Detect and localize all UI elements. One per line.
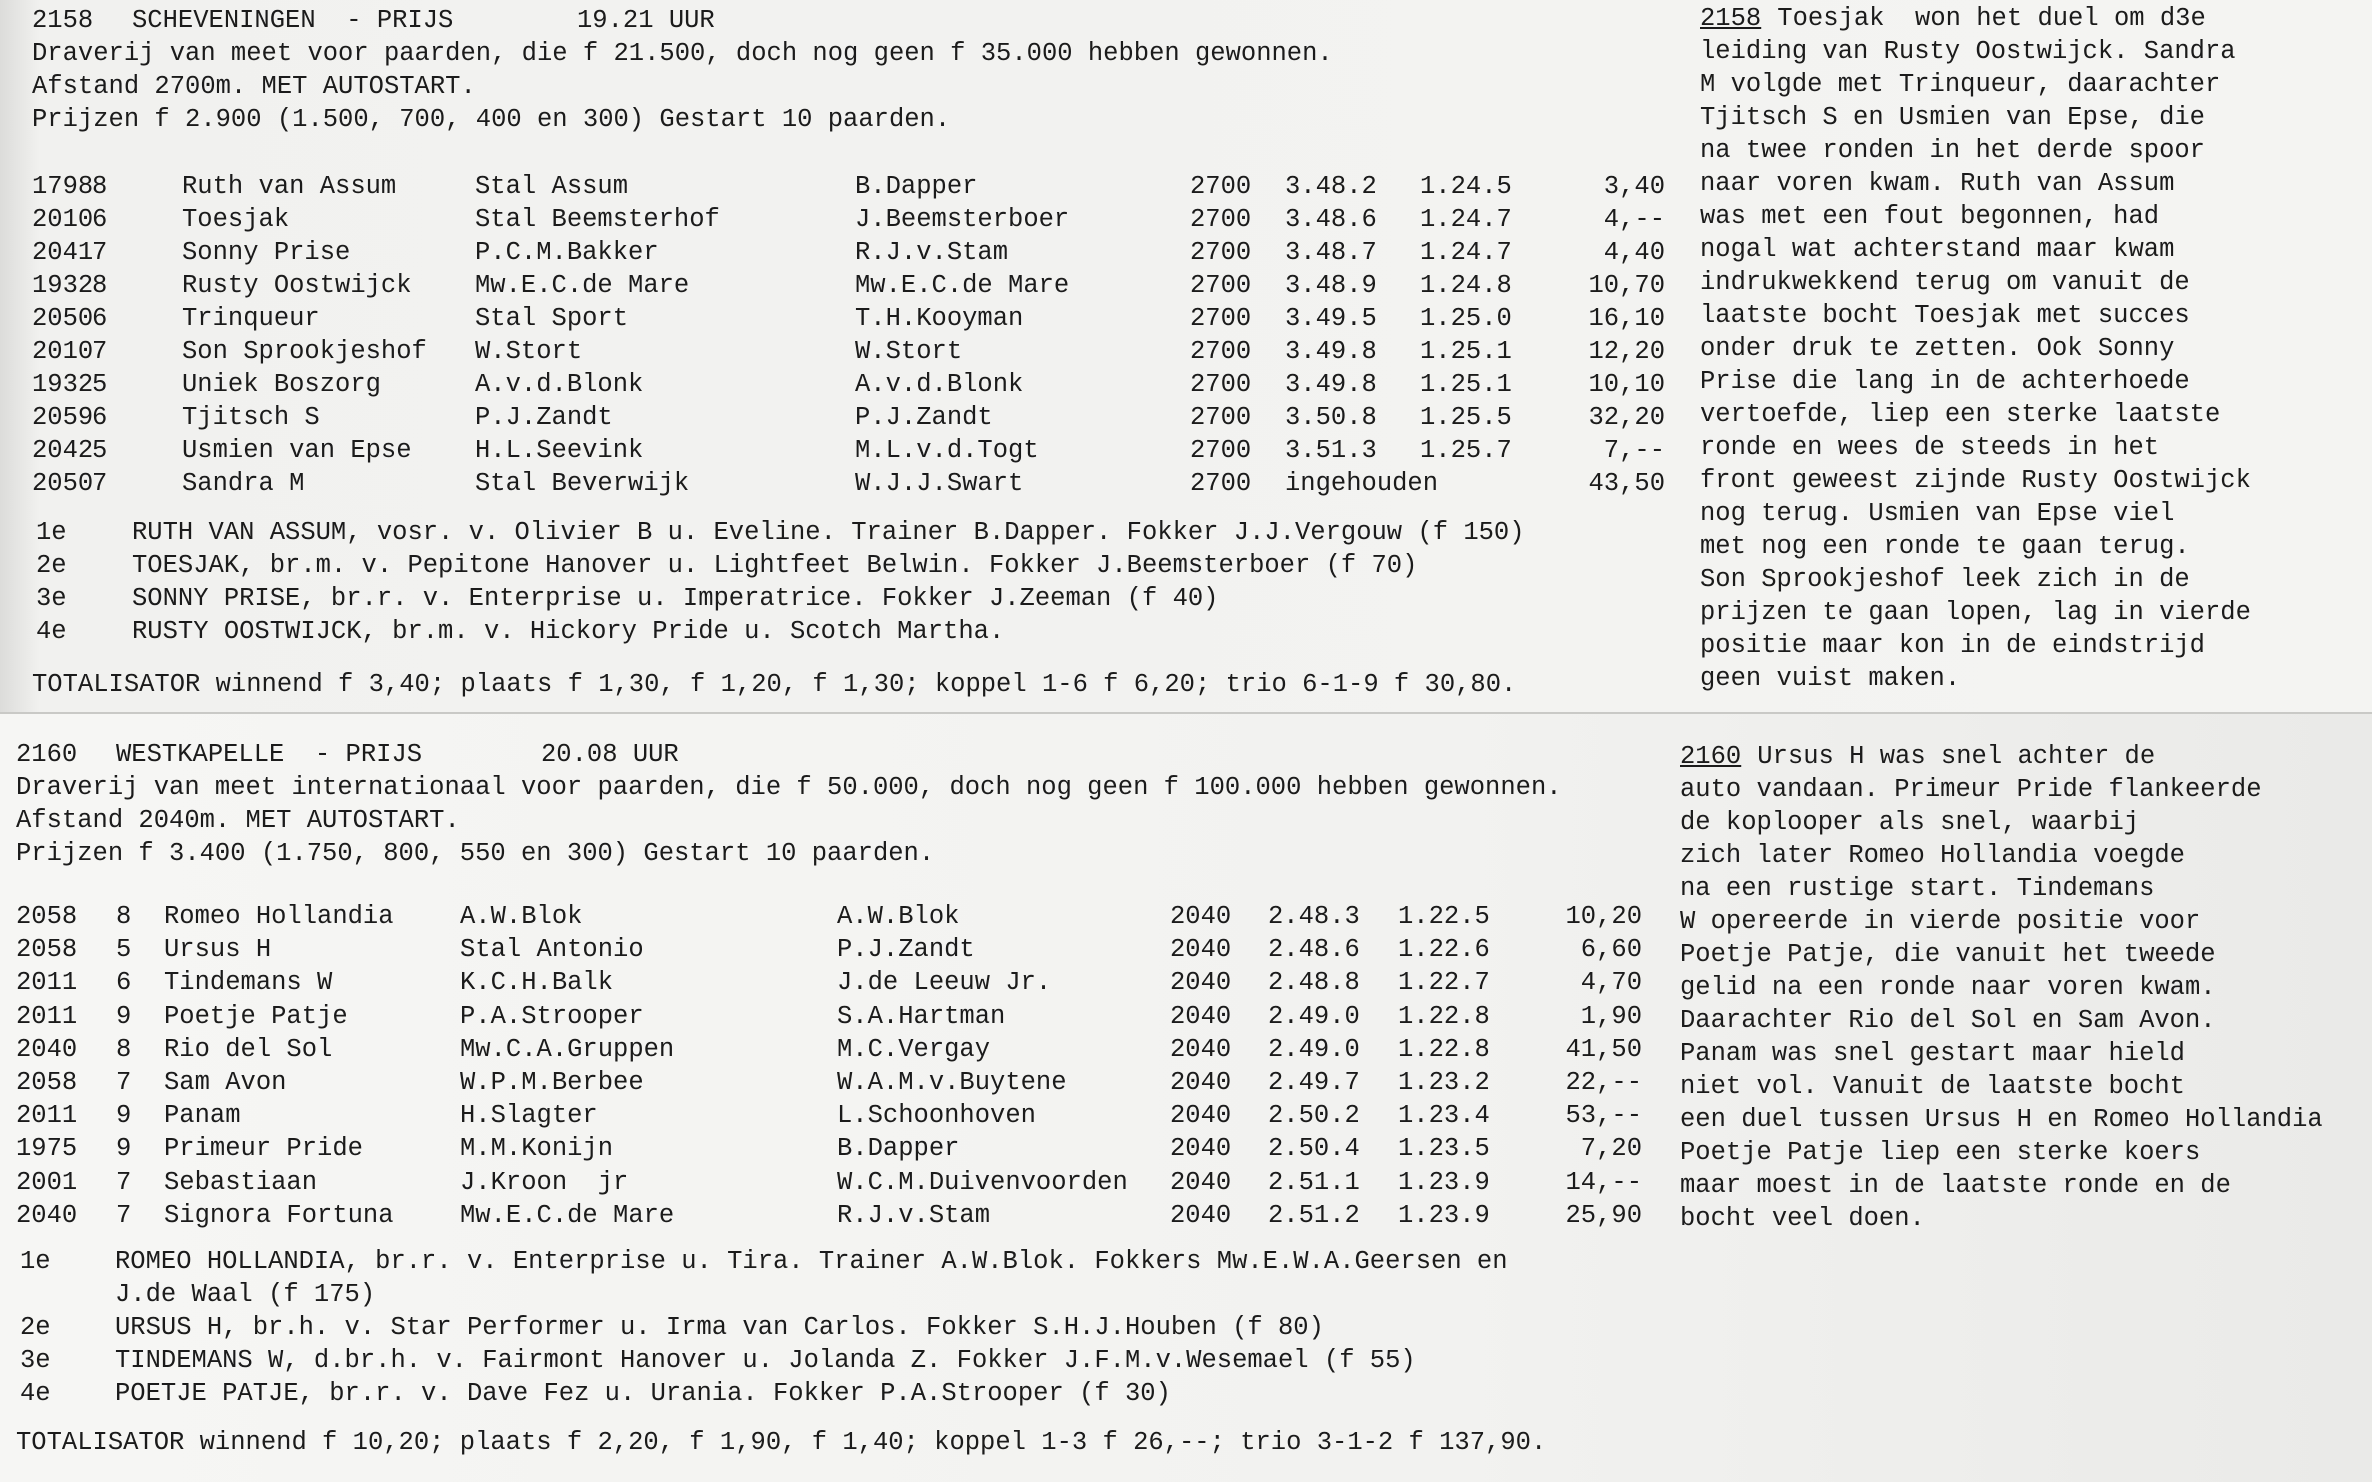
result-km-time: 1.23.9 (1398, 1200, 1490, 1230)
result-distance: 2040 (1170, 1134, 1232, 1164)
result-ref: 2040 (16, 1034, 78, 1064)
result-driver: M.C.Vergay (837, 1034, 991, 1064)
result-distance: 2040 (1170, 1068, 1232, 1097)
result-km-time: 1.24.8 (1420, 271, 1512, 300)
result-horse: Romeo Hollandia (164, 902, 394, 931)
result-driver: B.Dapper (855, 172, 978, 201)
result-owner: P.A.Strooper (460, 1001, 644, 1031)
race-report-line: geen vuist maken. (1700, 664, 1961, 693)
placing-text: TOESJAK, br.m. v. Pepitone Hanover u. Lightfeet Belwin. Fokker J.Beemsterboer (f 70) (132, 551, 1418, 580)
result-distance: 2700 (1190, 469, 1252, 498)
race-report-line: onder druk te zetten. Ook Sonny (1700, 334, 2175, 363)
placing-rank: 2e (20, 1313, 51, 1342)
race-report-line: nogal wat achterstand maar kwam (1700, 235, 2175, 264)
result-time: 3.49.5 (1285, 304, 1377, 333)
result-km-time: 1.24.5 (1420, 172, 1512, 201)
result-age: 9 (116, 1134, 132, 1164)
result-driver: M.L.v.d.Togt (855, 436, 1039, 465)
result-distance: 2700 (1190, 172, 1252, 201)
placing-rank: 4e (20, 1379, 51, 1408)
race-report-line: front geweest zijnde Rusty Oostwijck (1700, 466, 2251, 495)
result-km-time: 1.22.8 (1398, 1001, 1490, 1031)
result-ref: 1975 (16, 1134, 78, 1164)
placing-rank: 4e (36, 617, 67, 646)
race-report-line: Daarachter Rio del Sol en Sam Avon. (1680, 1006, 2216, 1035)
race-conditions-line: Afstand 2040m. MET AUTOSTART. (16, 806, 460, 835)
result-age: 8 (116, 1034, 132, 1064)
result-age: 7 (92, 337, 108, 366)
race-report-line: vertoefde, liep een sterke laatste (1700, 400, 2221, 429)
result-distance: 2040 (1170, 1034, 1232, 1064)
result-distance: 2700 (1190, 271, 1252, 300)
result-age: 5 (92, 436, 108, 465)
result-distance: 2040 (1170, 1167, 1232, 1197)
result-horse: Uniek Boszorg (182, 370, 381, 399)
result-horse: Trinqueur (182, 304, 320, 333)
result-tote: 4,70 (1580, 968, 1642, 998)
result-time: 2.48.6 (1268, 935, 1360, 965)
result-tote: 3,40 (1603, 172, 1665, 201)
result-tote: 6,60 (1580, 935, 1642, 965)
result-age: 7 (116, 1068, 132, 1097)
result-distance: 2700 (1190, 304, 1252, 333)
result-km-time: 1.22.6 (1398, 935, 1490, 965)
result-distance: 2700 (1190, 436, 1252, 465)
race-time: 20.08 UUR (541, 740, 679, 769)
race-report-line: Ursus H was snel achter de (1742, 742, 2156, 771)
result-age: 7 (92, 238, 108, 267)
result-horse: Rusty Oostwijck (182, 271, 412, 300)
result-owner: P.J.Zandt (475, 403, 613, 432)
result-horse: Sandra M (182, 469, 305, 498)
result-distance: 2700 (1190, 403, 1252, 432)
result-owner: W.P.M.Berbee (460, 1068, 644, 1097)
result-age: 6 (92, 304, 108, 333)
result-driver: W.A.M.v.Buytene (837, 1068, 1067, 1097)
race-report-line: na twee ronden in het derde spoor (1700, 136, 2205, 165)
result-driver: Mw.E.C.de Mare (855, 271, 1070, 300)
result-owner: J.Kroon jr (460, 1167, 629, 1197)
result-horse: Signora Fortuna (164, 1200, 394, 1230)
result-horse: Poetje Patje (164, 1001, 348, 1031)
race-time: 19.21 UUR (577, 6, 715, 35)
result-km-time: 1.24.7 (1420, 238, 1512, 267)
result-time: 2.49.0 (1268, 1034, 1360, 1064)
race-report-line: auto vandaan. Primeur Pride flankeerde (1680, 775, 2262, 804)
result-tote: 10,10 (1588, 370, 1665, 399)
race-report-line: maar moest in de laatste ronde en de (1680, 1171, 2231, 1200)
result-age: 5 (116, 935, 132, 965)
result-horse: Usmien van Epse (182, 436, 412, 465)
result-age: 6 (92, 205, 108, 234)
result-time: 3.48.9 (1285, 271, 1377, 300)
result-ref: 2011 (16, 1101, 78, 1131)
result-ref: 2058 (16, 935, 78, 965)
result-driver: A.v.d.Blonk (855, 370, 1024, 399)
race-report-line: na een rustige start. Tindemans (1680, 874, 2155, 903)
result-horse: Toesjak (182, 205, 290, 234)
race-report-line: W opereerde in vierde positie voor (1680, 907, 2201, 936)
placing-text: RUTH VAN ASSUM, vosr. v. Olivier B u. Eveline. Trainer B.Dapper. Fokker J.J.Vergouw (f 150) (132, 518, 1525, 547)
race-name: WESTKAPELLE - PRIJS (116, 740, 423, 769)
result-owner: Mw.E.C.de Mare (460, 1200, 675, 1230)
result-time: 2.50.4 (1268, 1134, 1360, 1164)
result-tote: 10,70 (1588, 271, 1665, 300)
result-distance: 2700 (1190, 205, 1252, 234)
result-ref: 2050 (32, 469, 94, 498)
result-horse: Rio del Sol (164, 1034, 333, 1064)
race-conditions-line: Prijzen f 2.900 (1.500, 700, 400 en 300) Gestart 10 paarden. (32, 105, 951, 134)
totalisator-line: TOTALISATOR winnend f 3,40; plaats f 1,30, f 1,20, f 1,30; koppel 1-6 f 6,20; trio 6-1-9 f 30,80. (32, 670, 1517, 699)
result-km-time: 1.22.7 (1398, 968, 1490, 998)
result-owner: Mw.C.A.Gruppen (460, 1034, 675, 1064)
result-driver: J.Beemsterboer (855, 205, 1070, 234)
result-km-time: 1.23.9 (1398, 1167, 1490, 1197)
result-driver: A.W.Blok (837, 902, 960, 931)
result-age: 9 (116, 1001, 132, 1031)
result-time: 3.51.3 (1285, 436, 1377, 465)
result-ref: 2010 (32, 337, 94, 366)
result-driver: R.J.v.Stam (837, 1200, 991, 1230)
result-distance: 2040 (1170, 968, 1232, 998)
placing-text: ROMEO HOLLANDIA, br.r. v. Enterprise u. Tira. Trainer A.W.Blok. Fokkers Mw.E.W.A.Geersen en (115, 1247, 1508, 1276)
result-ref: 2040 (16, 1200, 78, 1230)
result-driver: S.A.Hartman (837, 1001, 1006, 1031)
result-ref: 2011 (16, 1001, 78, 1031)
result-distance: 2040 (1170, 1101, 1232, 1131)
placing-rank: 2e (36, 551, 67, 580)
result-tote: 7,-- (1603, 436, 1665, 465)
result-owner: Stal Beverwijk (475, 469, 690, 498)
result-km-time: 1.24.7 (1420, 205, 1512, 234)
result-age: 8 (92, 271, 108, 300)
totalisator-line: TOTALISATOR winnend f 10,20; plaats f 2,20, f 1,90, f 1,40; koppel 1-3 f 26,--; trio 3-1-2 f 137,90. (16, 1428, 1547, 1457)
result-horse: Ruth van Assum (182, 172, 397, 201)
result-owner: A.W.Blok (460, 902, 583, 931)
result-distance: 2700 (1190, 337, 1252, 366)
result-tote: 12,20 (1588, 337, 1665, 366)
race-report-number: 2158 (1700, 4, 1762, 33)
result-tote: 7,20 (1580, 1134, 1642, 1164)
result-ref: 2042 (32, 436, 94, 465)
race-report-line: Panam was snel gestart maar hield (1680, 1039, 2185, 1068)
result-distance: 2700 (1190, 370, 1252, 399)
result-tote: 32,20 (1588, 403, 1665, 432)
result-tote: 4,-- (1603, 205, 1665, 234)
result-km-time: 1.25.7 (1420, 436, 1512, 465)
race-report-line: Toesjak won het duel om d3e (1762, 4, 2206, 33)
result-tote: 25,90 (1565, 1200, 1642, 1230)
race-report-line: indrukwekkend terug om vanuit de (1700, 268, 2190, 297)
result-age: 5 (92, 370, 108, 399)
result-time: 3.48.6 (1285, 205, 1377, 234)
result-driver: B.Dapper (837, 1134, 960, 1164)
result-km-time: 1.25.1 (1420, 337, 1512, 366)
result-tote: 41,50 (1565, 1034, 1642, 1064)
placing-text: TINDEMANS W, d.br.h. v. Fairmont Hanover u. Jolanda Z. Fokker J.F.M.v.Wesemael (f 55) (115, 1346, 1416, 1375)
placing-rank: 1e (20, 1247, 51, 1276)
result-age: 7 (116, 1200, 132, 1230)
result-distance: 2040 (1170, 935, 1232, 965)
result-ref: 2011 (16, 968, 78, 998)
result-distance: 2700 (1190, 238, 1252, 267)
result-km-time: 1.23.5 (1398, 1134, 1490, 1164)
race-name: SCHEVENINGEN - PRIJS (132, 6, 454, 35)
result-ref: 1932 (32, 271, 94, 300)
result-driver: L.Schoonhoven (837, 1101, 1036, 1131)
result-tote: 10,20 (1565, 902, 1642, 931)
result-age: 7 (116, 1167, 132, 1197)
race-report-line: niet vol. Vanuit de laatste bocht (1680, 1072, 2185, 1101)
result-km-time: 1.25.0 (1420, 304, 1512, 333)
placing-text: J.de Waal (f 175) (115, 1280, 376, 1309)
race-report-line: positie maar kon in de eindstrijd (1700, 631, 2205, 660)
result-km-time: 1.25.1 (1420, 370, 1512, 399)
race-report-line: de koplooper als snel, waarbij (1680, 808, 2140, 837)
race-report-line: prijzen te gaan lopen, lag in vierde (1700, 598, 2251, 627)
result-tote: 53,-- (1565, 1101, 1642, 1131)
result-time: ingehouden (1285, 469, 1439, 498)
result-tote: 1,90 (1580, 1001, 1642, 1031)
result-tote: 14,-- (1565, 1167, 1642, 1197)
result-driver: W.J.J.Swart (855, 469, 1024, 498)
result-driver: P.J.Zandt (855, 403, 993, 432)
result-owner: H.Slagter (460, 1101, 598, 1131)
result-time: 2.49.7 (1268, 1068, 1360, 1097)
result-horse: Sebastiaan (164, 1167, 318, 1197)
result-age: 6 (116, 968, 132, 998)
result-driver: R.J.v.Stam (855, 238, 1009, 267)
placing-rank: 1e (36, 518, 67, 547)
result-owner: Mw.E.C.de Mare (475, 271, 690, 300)
race-report-line: laatste bocht Toesjak met succes (1700, 301, 2190, 330)
result-age: 7 (92, 469, 108, 498)
result-time: 3.49.8 (1285, 337, 1377, 366)
race-conditions-line: Draverij van meet internationaal voor paarden, die f 50.000, doch nog geen f 100.000 hebben gewonnen. (16, 773, 1562, 802)
result-ref: 2041 (32, 238, 94, 267)
race-conditions-line: Prijzen f 3.400 (1.750, 800, 550 en 300) Gestart 10 paarden. (16, 839, 935, 868)
result-owner: M.M.Konijn (460, 1134, 614, 1164)
race-report-line: een duel tussen Ursus H en Romeo Hollandia (1680, 1105, 2323, 1134)
result-owner: Stal Antonio (460, 935, 644, 965)
result-driver: P.J.Zandt (837, 935, 975, 965)
result-horse: Sonny Prise (182, 238, 351, 267)
race-report-line: ronde en wees de steeds in het (1700, 433, 2160, 462)
result-tote: 43,50 (1588, 469, 1665, 498)
race-report-line: nog terug. Usmien van Epse viel (1700, 499, 2175, 528)
race-report-line: gelid na een ronde naar voren kwam. (1680, 973, 2216, 1002)
result-age: 6 (92, 403, 108, 432)
result-ref: 2058 (16, 902, 78, 931)
result-ref: 2010 (32, 205, 94, 234)
race-conditions-line: Draverij van meet voor paarden, die f 21.500, doch nog geen f 35.000 hebben gewonnen. (32, 39, 1333, 68)
result-horse: Tjitsch S (182, 403, 320, 432)
result-driver: W.Stort (855, 337, 963, 366)
placing-rank: 3e (20, 1346, 51, 1375)
result-ref: 2050 (32, 304, 94, 333)
result-ref: 1798 (32, 172, 94, 201)
race-report-line: zich later Romeo Hollandia voegde (1680, 841, 2185, 870)
result-ref: 2001 (16, 1167, 78, 1197)
result-owner: H.L.Seevink (475, 436, 644, 465)
race-report-line: bocht veel doen. (1680, 1204, 1925, 1233)
result-horse: Primeur Pride (164, 1134, 363, 1164)
result-time: 2.48.3 (1268, 902, 1360, 931)
race-conditions-line: Afstand 2700m. MET AUTOSTART. (32, 72, 476, 101)
result-horse: Ursus H (164, 935, 272, 965)
result-time: 3.48.7 (1285, 238, 1377, 267)
result-time: 3.49.8 (1285, 370, 1377, 399)
placing-text: SONNY PRISE, br.r. v. Enterprise u. Imperatrice. Fokker J.Zeeman (f 40) (132, 584, 1219, 613)
result-age: 8 (92, 172, 108, 201)
result-km-time: 1.25.5 (1420, 403, 1512, 432)
race-report-line: Poetje Patje liep een sterke koers (1680, 1138, 2201, 1167)
placing-text: POETJE PATJE, br.r. v. Dave Fez u. Urania. Fokker P.A.Strooper (f 30) (115, 1379, 1171, 1408)
race-report-line: Poetje Patje, die vanuit het tweede (1680, 940, 2216, 969)
result-ref: 2058 (16, 1068, 78, 1097)
result-horse: Panam (164, 1101, 241, 1131)
result-time: 2.51.1 (1268, 1167, 1360, 1197)
race-report-line: met nog een ronde te gaan terug. (1700, 532, 2190, 561)
result-horse: Sam Avon (164, 1068, 287, 1097)
result-tote: 22,-- (1565, 1068, 1642, 1097)
race-report-line: Tjitsch S en Usmien van Epse, die (1700, 103, 2205, 132)
result-tote: 16,10 (1588, 304, 1665, 333)
result-driver: T.H.Kooyman (855, 304, 1024, 333)
result-owner: Stal Sport (475, 304, 629, 333)
result-owner: P.C.M.Bakker (475, 238, 659, 267)
result-distance: 2040 (1170, 1001, 1232, 1031)
race-report-line: Prise die lang in de achterhoede (1700, 367, 2190, 396)
result-owner: A.v.d.Blonk (475, 370, 644, 399)
race-report-number: 2160 (1680, 742, 1742, 771)
result-time: 2.49.0 (1268, 1001, 1360, 1031)
result-owner: Stal Assum (475, 172, 629, 201)
result-owner: Stal Beemsterhof (475, 205, 720, 234)
result-age: 8 (116, 902, 132, 931)
result-tote: 4,40 (1603, 238, 1665, 267)
result-distance: 2040 (1170, 1200, 1232, 1230)
result-km-time: 1.23.2 (1398, 1068, 1490, 1097)
result-driver: J.de Leeuw Jr. (837, 968, 1052, 998)
race-number: 2160 (16, 740, 78, 769)
result-km-time: 1.22.5 (1398, 902, 1490, 931)
result-ref: 1932 (32, 370, 94, 399)
result-distance: 2040 (1170, 902, 1232, 931)
result-km-time: 1.22.8 (1398, 1034, 1490, 1064)
result-age: 9 (116, 1101, 132, 1131)
result-owner: W.Stort (475, 337, 583, 366)
race-report-line: M volgde met Trinqueur, daarachter (1700, 70, 2221, 99)
placing-text: URSUS H, br.h. v. Star Performer u. Irma van Carlos. Fokker S.H.J.Houben (f 80) (115, 1313, 1324, 1342)
result-horse: Tindemans W (164, 968, 333, 998)
result-time: 2.48.8 (1268, 968, 1360, 998)
race-report-line: naar voren kwam. Ruth van Assum (1700, 169, 2175, 198)
result-km-time: 1.23.4 (1398, 1101, 1490, 1131)
race-report-line: was met een fout begonnen, had (1700, 202, 2160, 231)
race-number: 2158 (32, 6, 94, 35)
result-horse: Son Sprookjeshof (182, 337, 427, 366)
result-ref: 2059 (32, 403, 94, 432)
result-time: 2.50.2 (1268, 1101, 1360, 1131)
placing-rank: 3e (36, 584, 67, 613)
result-driver: W.C.M.Duivenvoorden (837, 1167, 1128, 1197)
placing-text: RUSTY OOSTWIJCK, br.m. v. Hickory Pride u. Scotch Martha. (132, 617, 1005, 646)
result-time: 3.50.8 (1285, 403, 1377, 432)
result-time: 2.51.2 (1268, 1200, 1360, 1230)
race-report-line: leiding van Rusty Oostwijck. Sandra (1700, 37, 2236, 66)
race-report-line: Son Sprookjeshof leek zich in de (1700, 565, 2190, 594)
result-time: 3.48.2 (1285, 172, 1377, 201)
result-owner: K.C.H.Balk (460, 968, 614, 998)
